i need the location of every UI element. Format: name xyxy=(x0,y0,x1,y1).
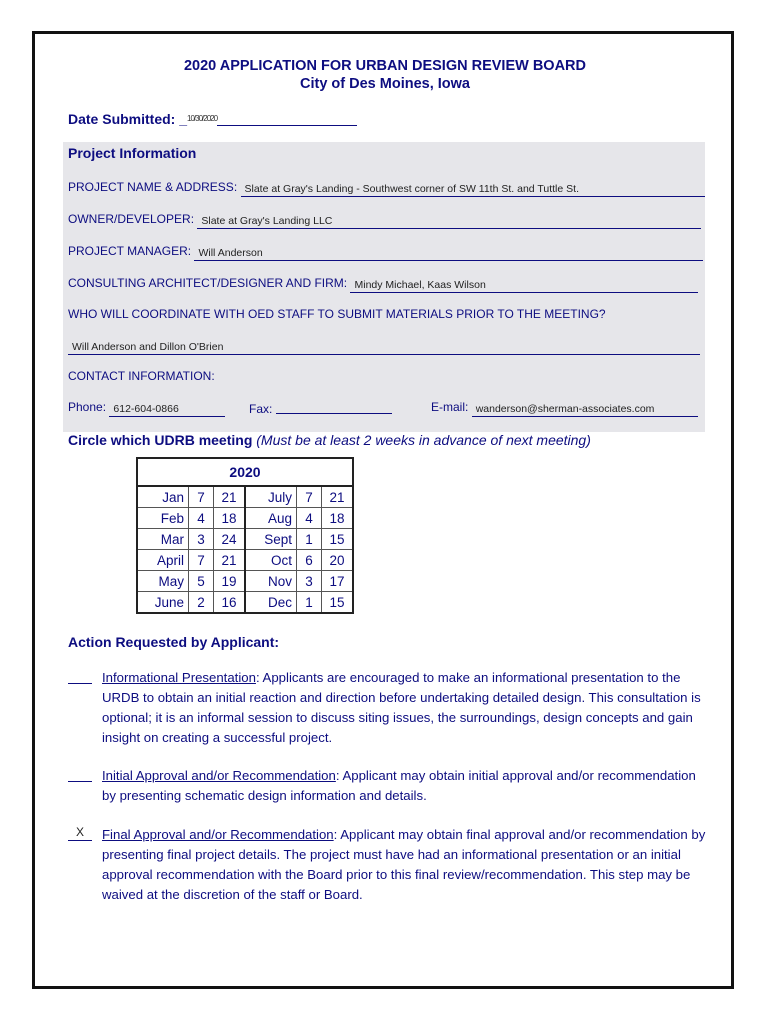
date-cell[interactable]: 24 xyxy=(214,529,246,550)
month-cell: Jan xyxy=(137,486,189,508)
email-field[interactable]: wanderson@sherman-associates.com xyxy=(472,403,698,417)
project-name-label: PROJECT NAME & ADDRESS: xyxy=(68,180,238,194)
calendar-year: 2020 xyxy=(137,458,353,486)
date-cell[interactable]: 15 xyxy=(322,592,354,614)
udrb-heading-note: (Must be at least 2 weeks in advance of next meeting) xyxy=(256,432,591,448)
date-cell[interactable]: 1 xyxy=(297,529,322,550)
date-value[interactable]: 10/30/2020 xyxy=(187,114,218,123)
date-cell[interactable]: 3 xyxy=(189,529,214,550)
option-checkbox-line[interactable]: X xyxy=(68,825,92,841)
date-cell[interactable]: 7 xyxy=(189,486,214,508)
date-cell[interactable]: 16 xyxy=(214,592,246,614)
option-text: : Applicant may obtain initial approval and/or recommendation by presenting schematic design information and details. xyxy=(102,768,696,803)
coordinator-row xyxy=(68,338,700,355)
udrb-heading-bold: Circle which UDRB meeting xyxy=(68,432,253,448)
manager-row xyxy=(68,244,703,261)
manager-field[interactable]: Will Anderson xyxy=(194,247,703,261)
owner-field[interactable]: Slate at Gray's Landing LLC xyxy=(197,215,701,229)
architect-row xyxy=(68,276,698,293)
option-checkbox-line[interactable] xyxy=(68,766,92,782)
date-cell[interactable]: 2 xyxy=(189,592,214,614)
option-title: Final Approval and/or Recommendation xyxy=(102,827,334,842)
option-title: Informational Presentation xyxy=(102,670,256,685)
month-cell: Dec xyxy=(245,592,297,614)
month-cell: Nov xyxy=(245,571,297,592)
calendar-row xyxy=(137,508,353,529)
date-label: Date Submitted: _ xyxy=(68,111,188,127)
date-cell[interactable]: 19 xyxy=(214,571,246,592)
month-cell: Mar xyxy=(137,529,189,550)
phone-row xyxy=(68,400,225,417)
email-row xyxy=(431,400,698,417)
fax-label: Fax: xyxy=(249,402,273,416)
architect-label: CONSULTING ARCHITECT/DESIGNER AND FIRM: xyxy=(68,276,348,290)
date-cell[interactable]: 18 xyxy=(322,508,354,529)
option-checkbox-line[interactable] xyxy=(68,668,92,684)
month-cell: May xyxy=(137,571,189,592)
action-requested-heading: Action Requested by Applicant: xyxy=(68,634,280,650)
project-information-heading: Project Information xyxy=(68,145,197,161)
phone-label: Phone: xyxy=(68,400,107,414)
calendar-row xyxy=(137,571,353,592)
option-final-approval xyxy=(68,825,708,905)
option-description xyxy=(102,766,708,806)
month-cell: Sept xyxy=(245,529,297,550)
date-cell[interactable]: 17 xyxy=(322,571,354,592)
option-description xyxy=(102,825,708,905)
month-cell: Oct xyxy=(245,550,297,571)
option-initial-approval xyxy=(68,766,708,806)
fax-row xyxy=(249,400,392,416)
date-cell[interactable]: 15 xyxy=(322,529,354,550)
date-cell[interactable]: 20 xyxy=(322,550,354,571)
project-name-field[interactable]: Slate at Gray's Landing - Southwest corner of SW 11th St. and Tuttle St. xyxy=(241,183,705,197)
month-cell: June xyxy=(137,592,189,614)
form-title: 2020 APPLICATION FOR URBAN DESIGN REVIEW BOARD xyxy=(183,58,586,74)
coordinator-question: WHO WILL COORDINATE WITH OED STAFF TO SUBMIT MATERIALS PRIOR TO THE MEETING? xyxy=(68,307,606,321)
option-informational xyxy=(68,668,708,748)
date-line xyxy=(217,113,357,126)
phone-field[interactable]: 612-604-0866 xyxy=(109,403,225,417)
date-cell[interactable]: 1 xyxy=(297,592,322,614)
date-cell[interactable]: 7 xyxy=(297,486,322,508)
date-cell[interactable]: 7 xyxy=(189,550,214,571)
fax-field[interactable] xyxy=(276,400,392,414)
option-title: Initial Approval and/or Recommendation xyxy=(102,768,336,783)
architect-field[interactable]: Mindy Michael, Kaas Wilson xyxy=(350,279,698,293)
calendar-row xyxy=(137,550,353,571)
month-cell: Feb xyxy=(137,508,189,529)
owner-row xyxy=(68,212,701,229)
owner-label: OWNER/DEVELOPER: xyxy=(68,212,195,226)
option-text: : Applicant may obtain final approval and/or recommendation by presenting final project details. The project must have had an informational presentation or an initial approval recommendation with the Board prior to this final review/recommendation. This step may be waived at the discretion of the staff or Board. xyxy=(102,827,706,902)
date-cell[interactable]: 18 xyxy=(214,508,246,529)
date-cell[interactable]: 4 xyxy=(189,508,214,529)
email-label: E-mail: xyxy=(431,400,469,414)
date-submitted xyxy=(68,111,357,127)
date-cell[interactable]: 21 xyxy=(214,486,246,508)
form-subtitle: City of Des Moines, Iowa xyxy=(300,76,470,92)
calendar-row xyxy=(137,529,353,550)
calendar-row xyxy=(137,486,353,508)
month-cell: April xyxy=(137,550,189,571)
coordinator-field[interactable]: Will Anderson and Dillon O'Brien xyxy=(68,341,700,355)
contact-heading: CONTACT INFORMATION: xyxy=(68,369,215,383)
date-cell[interactable]: 3 xyxy=(297,571,322,592)
date-cell[interactable]: 6 xyxy=(297,550,322,571)
option-text: : Applicants are encouraged to make an informational presentation to the URDB to obtain an initial reaction and direction before undertaking detailed design. This consultation is optional; it is an informal session to discuss siting issues, the surroundings, design concepts and gain insight on creating a successful project. xyxy=(102,670,701,745)
date-cell[interactable]: 4 xyxy=(297,508,322,529)
date-cell[interactable]: 5 xyxy=(189,571,214,592)
month-cell: July xyxy=(245,486,297,508)
calendar-row xyxy=(137,592,353,614)
project-name-row xyxy=(68,180,705,197)
manager-label: PROJECT MANAGER: xyxy=(68,244,192,258)
month-cell: Aug xyxy=(245,508,297,529)
date-cell[interactable]: 21 xyxy=(214,550,246,571)
udrb-meeting-heading xyxy=(68,432,591,448)
meeting-calendar-table xyxy=(136,457,354,614)
date-cell[interactable]: 21 xyxy=(322,486,354,508)
option-description xyxy=(102,668,708,748)
